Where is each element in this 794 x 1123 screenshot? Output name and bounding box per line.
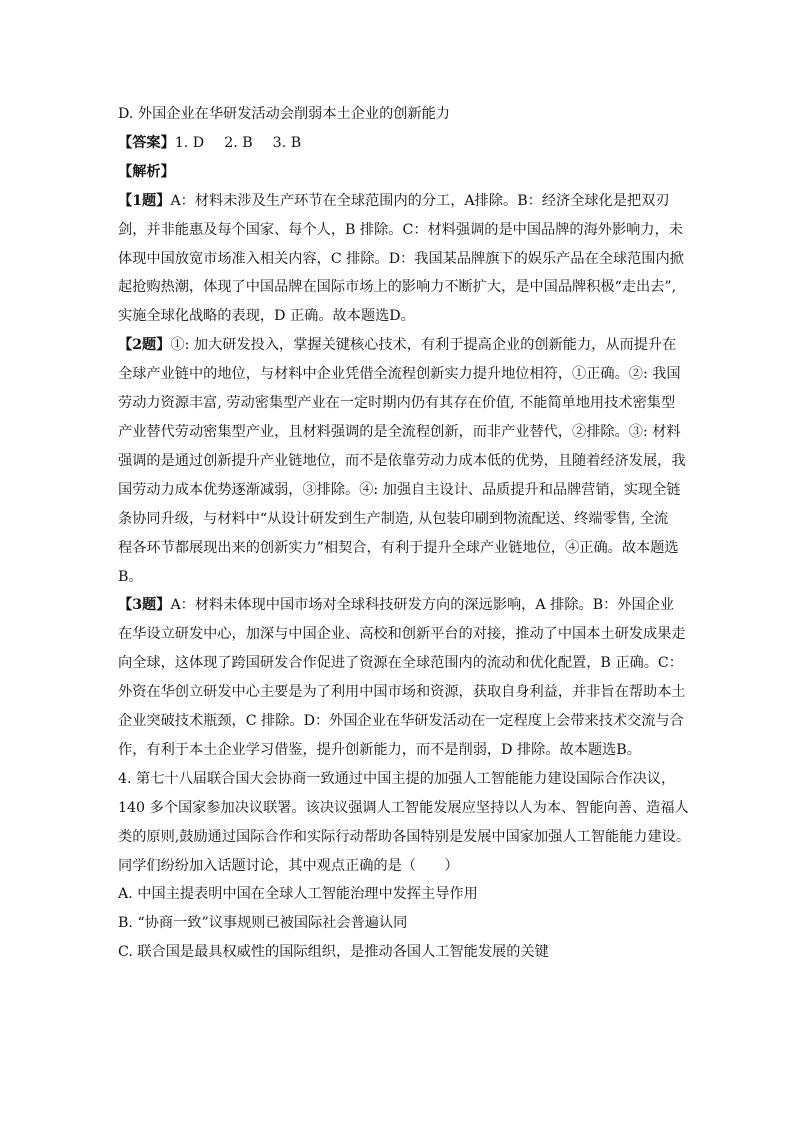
answer-item-1: 1. D (174, 134, 205, 151)
q4-option-a: A. 中国主提表明中国在全球人工智能治理中发挥主导作用 (118, 886, 478, 903)
q4-stem-line-3: 类的原则,鼓励通过国际合作和实际行动帮助各国特别是发展中国家加强人工智能能力建设。 (118, 828, 691, 845)
q2-line-3: 劳动力资源丰富, 劳动密集型产业在一定时期内仍有其存在价值, 不能简单地用技术密集型 (118, 395, 676, 412)
answer-label: 【答案】 (118, 134, 175, 151)
q2-analysis (118, 331, 690, 591)
q4-stem-line-4: 同学们纷纷加入话题讨论，其中观点正确的是（ ） (118, 857, 459, 874)
q3-line-3: 向全球，这体现了跨国研发合作促进了资源在全球范围内的流动和优化配置，B 正确。C： (118, 655, 683, 672)
q2-line-5: 强调的是通过创新提升产业链地位，而不是依靠劳动力成本低的优势，且随着经济发展，我 (118, 452, 686, 469)
document-page (118, 100, 690, 967)
q4-option-b: B. “协商一致”议事规则已被国际社会普遍认同 (118, 915, 408, 932)
q1-line-2: 剑，并非能惠及每个国家、每个人，B 排除。C：材料强调的是中国品牌的海外影响力，未 (118, 221, 683, 238)
answer-line (118, 129, 690, 158)
q4-stem-line-2: 140 多个国家参加决议联署。该决议强调人工智能发展应坚持以人为本、智能向善、造福人 (118, 799, 689, 816)
q3-line-6: 作，有利于本土企业学习借鉴，提升创新能力，而不是削弱，D 排除。故本题选B。 (118, 741, 641, 758)
q1-label: 【1题】 (118, 192, 171, 209)
q2-line-7: 条协同升级，与材料中“从设计研发到生产制造, 从包装印刷到物流配送、终端零售, 全流 (118, 510, 669, 527)
q3-line-2: 在华设立研发中心，加深与中国企业、高校和创新平台的对接，推动了中国本土研发成果走 (118, 626, 686, 643)
option-d-previous: D. 外国企业在华研发活动会削弱本土企业的创新能力 (118, 106, 451, 122)
q4-option-c: C. 联合国是最具权威性的国际组织，是推动各国人工智能发展的关键 (118, 944, 549, 961)
q1-line-1: A：材料未涉及生产环节在全球范围内的分工，A排除。B：经济全球化是把双刃 (170, 192, 670, 209)
q2-line-2: 全球产业链中的地位，与材料中企业凭借全流程创新实力提升地位相符，①正确。②: 我国 (118, 366, 681, 383)
q2-line-1: ①: 加大研发投入，掌握关键核心技术，有利于提高企业的创新能力，从而提升在 (170, 337, 677, 354)
q1-line-5: 实施全球化战略的表现，D 正确。故本题选D。 (118, 308, 415, 325)
q3-line-1: A：材料未体现中国市场对全球科技研发方向的深远影响，A 排除。B：外国企业 (170, 597, 675, 614)
analysis-label: 【解析】 (118, 163, 175, 180)
q2-label: 【2题】 (118, 337, 171, 354)
q2-line-6: 国劳动力成本优势逐渐减弱，③排除。④: 加强自主设计、品质提升和品牌营销，实现全链 (118, 481, 681, 498)
q3-analysis (118, 591, 690, 764)
q1-line-4: 起抢购热潮，体现了中国品牌在国际市场上的影响力不断扩大，是中国品牌积极“走出去”, (118, 279, 677, 296)
q3-line-4: 外资在华创立研发中心主要是为了利用中国市场和资源，获取自身利益，并非旨在帮助本土 (118, 684, 686, 701)
answer-item-2: 2. B (224, 134, 253, 151)
q1-line-3: 体现中国放宽市场准入相关内容，C 排除。D：我国某品牌旗下的娱乐产品在全球范围内掀 (118, 250, 684, 267)
q3-label: 【3题】 (118, 597, 171, 614)
q2-line-4: 产业替代劳动密集型产业，且材料强调的是全流程创新，而非产业替代，②排除。③: 材料 (118, 423, 681, 440)
q3-line-5: 企业突破技术瓶颈，C 排除。D：外国企业在华研发活动在一定程度上会带来技术交流与合 (118, 713, 684, 730)
q2-line-8: 程各环节都展现出来的创新实力”相契合，有利于提升全球产业链地位，④正确。故本题选 (118, 539, 679, 556)
question-4 (118, 765, 690, 967)
q4-stem-line-1: 4. 第七十八届联合国大会协商一致通过中国主提的加强人工智能能力建设国际合作决议， (118, 770, 676, 787)
answer-item-3: 3. B (272, 134, 302, 151)
q1-analysis (118, 187, 690, 332)
q2-line-9: B。 (118, 568, 143, 585)
